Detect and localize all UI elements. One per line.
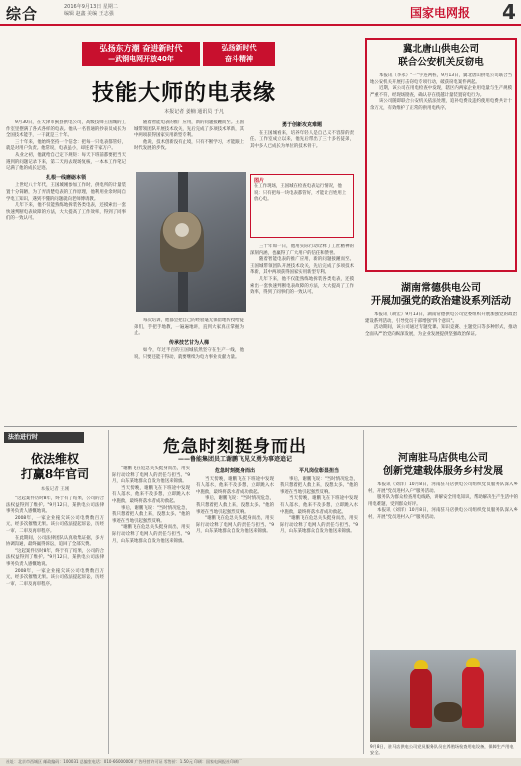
- law-section-tag: 法治进行时: [4, 432, 84, 443]
- paragraph: "谢鹏飞在危急关头挺身而出，用实际行动诠释了电网人的责任与担当。"9月，山东某地群众自发为他送来锦旗。: [112, 466, 190, 485]
- paragraph: 事后，谢鹏飞说："当时情况危急，我只想着把人救上来，没想太多。"他的事迹在当地引起强烈反响。: [280, 476, 358, 495]
- feature-column-3-top: [250, 120, 354, 170]
- paragraph: 每次培训，他都会把自己的经验毫无保留地传授给徒弟们，手把手地教，一遍遍地讲，直到大家真正掌握为止。: [134, 318, 244, 337]
- subheading: 勇于创新攻克难题: [281, 122, 322, 128]
- law-headline: 依法维权 打赢8年官司: [20, 452, 90, 481]
- paragraph: 本报讯（刘洋）10月8日，河南驻马店供电公司组织党员服务队深入乡村，开展"党员进村入户"服务活动。: [368, 482, 518, 494]
- slogan-right-line1: 弘扬新时代: [221, 44, 257, 52]
- henan-headline: 河南驻马店供电公司 创新党建载体服务乡村发展: [383, 453, 503, 477]
- paragraph: 几年下来，他不仅能熟练地拆装各类电表，还摸索出一套快速判断电表故障的方法，大大提高了工作效率，得到了同事们的一致认可。: [6, 203, 126, 222]
- section-divider: [4, 426, 517, 427]
- paragraph: 随着智能电表的推广应用，新的问题接踵而至。王国城带领团队开展技术攻关，先后完成了多项技术革新，其中两项获得国家实用新型专利。: [250, 257, 354, 276]
- worker-figure: [410, 668, 432, 728]
- editor-credits: 编辑 赵鑫 美编 王志强: [64, 11, 114, 17]
- section-name: 综合: [6, 5, 39, 23]
- paragraph: 三十年如一日，他用实际行动诠释了工匠精神的深刻内涵，也赢得了广大用户的信任和赞誉。: [250, 244, 354, 256]
- paragraph: 随着智能电表的推广应用，新的问题接踵而至。王国城带领团队开展技术攻关，先后完成了多项技术革新，其中两项获得国家实用新型专利。: [134, 120, 244, 139]
- paragraph: 服务队为群众检查用电线路，讲解安全用电知识，帮助解决生产生活中的用电难题，受到群众好评。: [368, 495, 518, 507]
- paragraph: 该公司随即联合公安机关依法处理，追补电费及违约使用电费共计十余万元，有效维护了正常的供用电秩序。: [370, 99, 512, 111]
- henan-photo: [370, 650, 516, 742]
- danger-column-2: [196, 466, 274, 754]
- tangshan-body: [370, 73, 512, 263]
- paragraph: 本报讯（胡宏）9月13日，湖南常德供电公司党委组织开展加强党的政治建设系列活动，引导党员干部增强"四个意识"。: [365, 312, 517, 324]
- hunan-body: [365, 312, 517, 416]
- paragraph: 在王国城看来，培养年轻人是自己义不容辞的责任。工作室成立以来，他先后带出了三十多名徒弟，其中多人已成长为单位的技术骨干。: [250, 130, 354, 149]
- feature-byline: 本报记者 姜楠 通讯员 于凡: [164, 109, 224, 115]
- feature-column-3-bottom: [250, 244, 354, 420]
- danger-headline: 危急时刻挺身而出: [163, 437, 307, 457]
- feature-column-1: [6, 120, 126, 420]
- worker-figure: [462, 666, 484, 728]
- slogan-right-line2: 奋斗精神: [225, 55, 253, 63]
- subheading: 扎根一线磨砺本领: [45, 174, 86, 181]
- feature-column-2-bottom: [134, 318, 244, 420]
- slogan-bar: [82, 42, 292, 66]
- paragraph: "这起案件历时8年，终于有了结果，公司的合法权益得到了维护。"9月12日，某供电公司法律事务负责人感慨地说。: [6, 496, 104, 515]
- paragraph: "谢鹏飞在危急关头挺身而出，用实际行动诠释了电网人的责任与担当。"9月，山东某地群众自发为他送来锦旗。: [196, 516, 274, 535]
- paragraph: 他说，技术创新没有止境，只有不断学习，才能跟上时代发展的步伐。: [134, 139, 244, 152]
- paragraph: 当天傍晚，谢鹏飞在下班途中发现有人落水，他来不及多想，立即跳入水中施救，最终将落水者成功救起。: [196, 476, 274, 495]
- subheading: 平凡岗位彰显担当: [298, 468, 339, 474]
- helmet-icon: [466, 658, 480, 667]
- paragraph: 活动期间，该公司通过专题党课、知识竞赛、主题党日等多种形式，推动全面从严治党向纵深发展，为企业发展提供坚强政治保证。: [365, 325, 517, 337]
- law-byline: 本报记者 王刚: [40, 487, 70, 492]
- paragraph: 本报讯（刘洋）10月8日，河南驻马店供电公司组织党员服务队深入乡村，开展"党员进村入户"服务活动。: [368, 508, 518, 520]
- hunan-story: [365, 282, 517, 420]
- slogan-right: [203, 42, 275, 66]
- paragraph: 事后，谢鹏飞说："当时情况危急，我只想着把人救上来，没想太多。"他的事迹在当地引起强烈反响。: [112, 505, 190, 524]
- photo-caption-title: 图片: [254, 178, 265, 184]
- feature-story: [4, 32, 360, 424]
- newspaper-brand: 国家电网报: [410, 6, 471, 20]
- tangshan-story-box: [365, 38, 517, 272]
- danger-column-1: [112, 466, 190, 754]
- paragraph: "这起案件历时8年，终于有了结果，公司的合法权益得到了维护。"9月12日，某供电公司法律事务负责人感慨地说。: [6, 548, 104, 567]
- column-divider: [363, 430, 364, 754]
- feature-column-2-top: [134, 120, 244, 170]
- henan-photo-caption: 9月8日，驻马店供电公司党员服务队员在养殖场检查用电设备，保障生产用电安全。: [370, 744, 514, 755]
- paragraph: "谢鹏飞在危急关头挺身而出，用实际行动诠释了电网人的责任与担当。"9月，山东某地群众自发为他送来锦旗。: [112, 525, 190, 544]
- slogan-left-line2: —武钢电网开放40年: [108, 55, 174, 63]
- law-body: [6, 496, 104, 754]
- masthead: [0, 0, 521, 26]
- photo-caption-box: [250, 174, 354, 238]
- danger-column-3: [280, 466, 358, 754]
- paragraph: 2008年，一家企业拖欠该公司电费数百万元，经多次催缴无果。该公司依法提起诉讼，历经一审、二审及再审程序。: [6, 515, 104, 534]
- slogan-left-line1: 弘扬东方潮 奋进新时代: [99, 44, 183, 53]
- paragraph: 在此期间，公司法律团队认真收集证据，多方协调沟通，最终赢得诉讼，追回了全部欠费。: [6, 535, 104, 548]
- subheading: 传承技艺甘为人梯: [168, 339, 209, 346]
- worker-figure: [160, 212, 204, 272]
- page-number: 4: [502, 0, 516, 24]
- issue-meta: [64, 4, 194, 18]
- page-footer: 社址：北京市西城区 邮政编码：100031 总编室电话：010-66000000 广告经营许可证 零售价：1.50元 印刷：国家电网报社印刷厂: [0, 758, 521, 766]
- issue-date: 2016年9月13日 星期二: [64, 4, 118, 10]
- paragraph: 当天傍晚，谢鹏飞在下班途中发现有人落水，他来不及多想，立即跳入水中施救，最终将落水者成功救起。: [280, 496, 358, 515]
- paragraph: 从业之初，他就给自己定下规矩：每天下班前都要把当天遇到的问题记录下来，第二天再去现场复核，一本本工作笔记记满了他的成长足迹。: [6, 152, 126, 172]
- helmet-icon: [414, 660, 428, 669]
- paragraph: 几年下来，他不仅能熟练地拆装各类电表，还摸索出一套快速判断电表故障的方法，大大提高了工作效率，得到了同事们的一致认可。: [250, 276, 354, 296]
- paragraph: 9月30日，在天津市蓟县供电公司，高级技师王国城的工作室里摆满了各式各样的电表。他从一名普通的抄表员成长为全国技术能手，一干就是三十年。: [6, 120, 126, 139]
- danger-subheadline: ——鲁能集团员工谢鹏飞见义勇为事迹追记: [177, 456, 292, 463]
- paragraph: 三十年来，他始终坚持一个信念：把每一只电表都管好，就是对用户负责。他常说，电表虽小，却连着千家万户。: [6, 139, 126, 152]
- paragraph: 上世纪八十年代，王国城刚参加工作时，供电所的计量装置十分简陋，为了弄清楚电表的工作原理，他利用业余时间自学电工知识，遇到不懂的问题就向老师傅请教。: [6, 183, 126, 202]
- photo-caption-text: 在工作现场，王国城在检查电表运行情况，他说：只有把每一块电表都管好，才能让百姓用上放心电。: [254, 184, 347, 203]
- column-divider: [108, 430, 109, 754]
- tangshan-headline: 冀北唐山供电公司 联合公安机关反窃电: [398, 44, 484, 68]
- paragraph: 如今，年过半百的王国城依然坚守在生产一线，他说，只要还能干得动，就要继续为电力事业贡献力量。: [134, 348, 244, 360]
- paragraph: 近期，该公司在用电检查中发现，辖区内两家企业用电量与生产规模严重不符，经现场勘查，确认存在绕越计量装置窃电行为。: [370, 86, 512, 98]
- paragraph: 2008年，一家企业拖欠该公司电费数百万元，经多次催缴无果。该公司依法提起诉讼，历经一审、二审及再审程序。: [6, 568, 104, 587]
- henan-story: [368, 452, 518, 646]
- subheading: 危急时刻挺身而出: [214, 468, 255, 474]
- feature-photo: [136, 172, 246, 312]
- hunan-headline: 湖南常德供电公司 开展加强党的政治建设系列活动: [371, 283, 511, 307]
- paragraph: 事后，谢鹏飞说："当时情况危急，我只想着把人救上来，没想太多。"他的事迹在当地引起强烈反响。: [196, 496, 274, 515]
- paragraph: 当天傍晚，谢鹏飞在下班途中发现有人落水，他来不及多想，立即跳入水中施救，最终将落水者成功救起。: [112, 485, 190, 504]
- livestock-figure: [434, 702, 462, 722]
- slogan-left: [82, 42, 200, 66]
- henan-body: [368, 482, 518, 642]
- paragraph: 本报讯（李永）"一"字连两桩，9月13日，冀北唐山供电公司联合当地公安机关开展打击窃电专项行动，破获窃电案件两起。: [370, 73, 512, 85]
- feature-headline: 技能大师的电表缘: [91, 80, 276, 106]
- paragraph: "谢鹏飞在危急关头挺身而出，用实际行动诠释了电网人的责任与担当。"9月，山东某地群众自发为他送来锦旗。: [280, 516, 358, 535]
